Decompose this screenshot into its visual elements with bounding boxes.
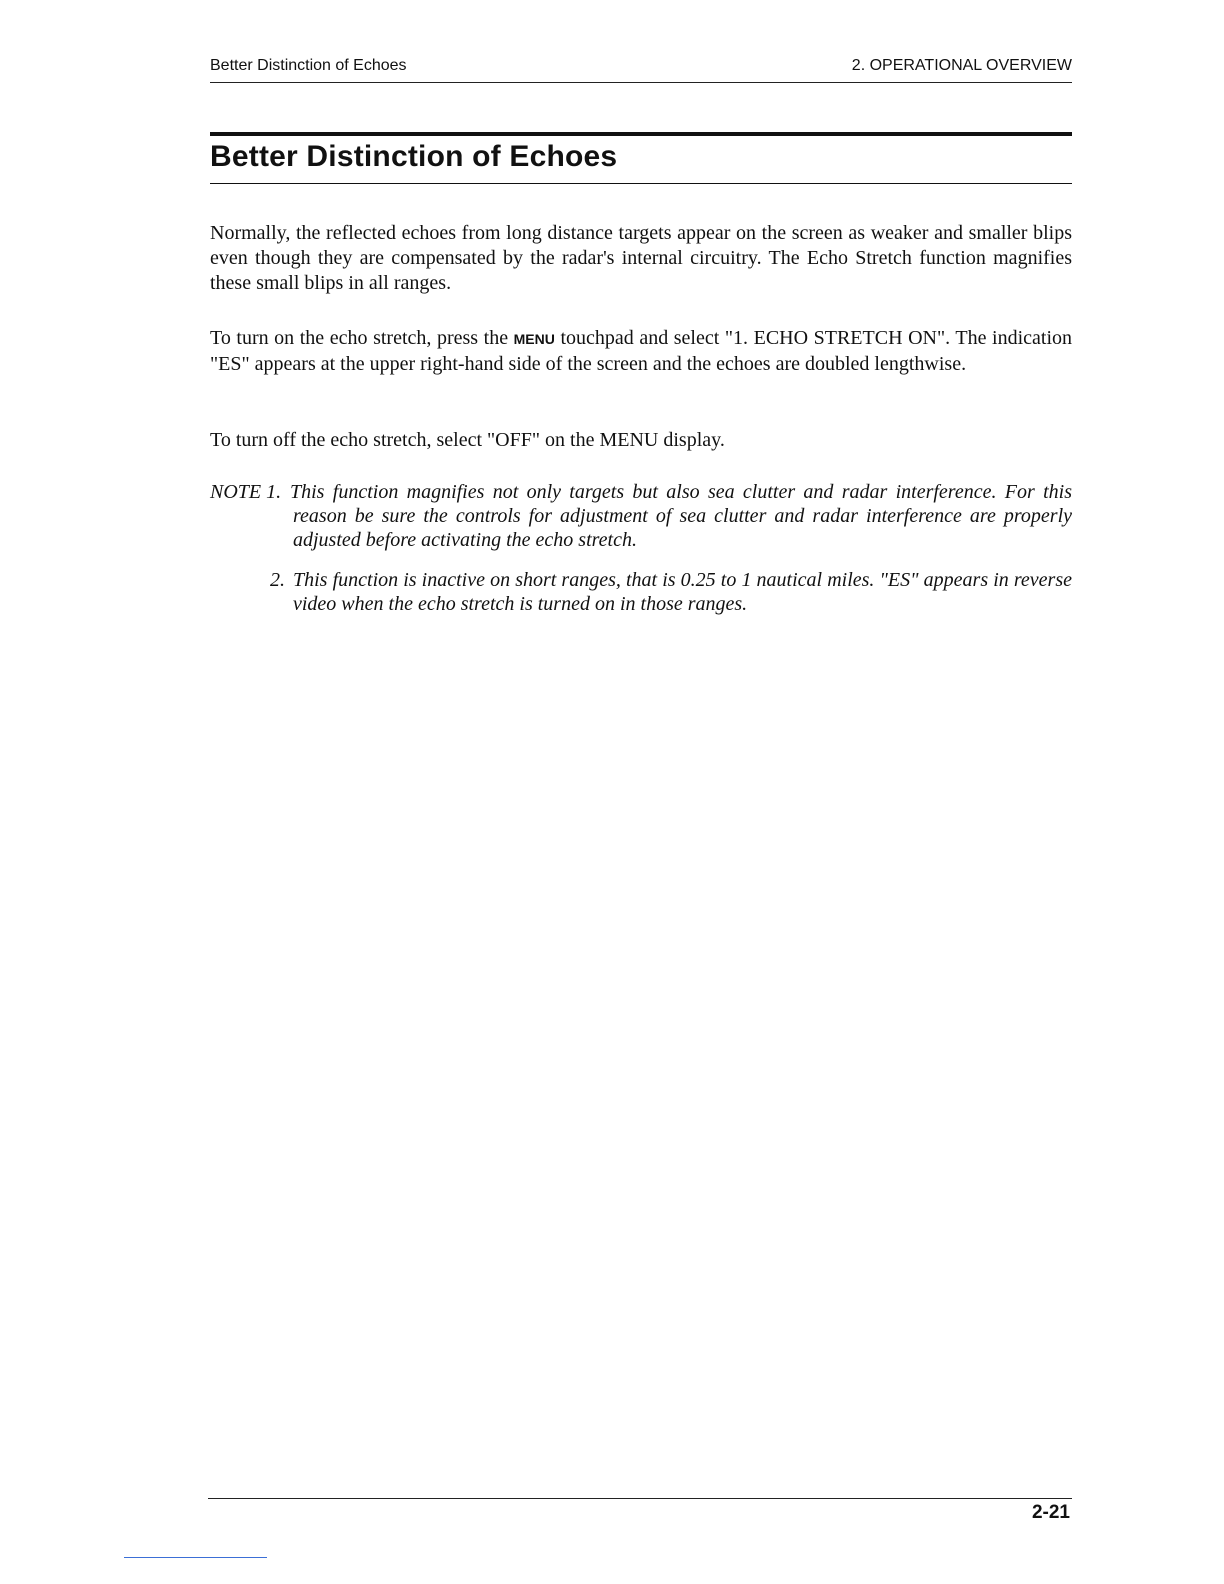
note-label: NOTE 1. <box>210 481 282 503</box>
title-rule-bottom <box>210 183 1072 184</box>
scan-margin-mark <box>124 1557 267 1558</box>
footer-rule <box>208 1498 1072 1499</box>
paragraph-turn-on <box>210 326 1072 377</box>
note-2-number: 2. <box>270 569 285 591</box>
header-section-name: Better Distinction of Echoes <box>210 57 407 74</box>
note-1-text: This function magnifies not only targets but also sea clutter and radar interference. For this reason be sure the controls for adjustment of sea clutter and radar interference are properly adjusted before activating the echo stretch. <box>290 481 1072 551</box>
paragraph-intro: Normally, the reflected echoes from long distance targets appear on the screen as weaker and smaller blips even though they are compensated by the radar's internal circuitry. The Echo Stretch function magnifies these small blips in all ranges. <box>210 222 1072 294</box>
paragraph-turn-on-lead: To turn on the echo stretch, press the <box>210 327 514 349</box>
title-rule-top <box>210 132 1072 136</box>
page-number: 2-21 <box>1031 1502 1070 1523</box>
paragraph-turn-off: To turn off the echo stretch, select "OFF" on the MENU display. <box>210 429 725 451</box>
header-chapter-name: 2. OPERATIONAL OVERVIEW <box>851 57 1072 74</box>
section-title: Better Distinction of Echoes <box>210 140 618 173</box>
menu-key-label: MENU <box>513 331 555 347</box>
paragraph-turn-on-rest: touchpad and select "1. ECHO STRETCH ON". The indication "ES" appears at the upper right-hand side of the screen and the echoes are doubled lengthwise. <box>210 327 1072 375</box>
note-2-text: This function is inactive on short ranges, that is 0.25 to 1 nautical miles. "ES" appears in reverse video when the echo stretch is turned on in those ranges. <box>293 569 1072 615</box>
running-header <box>210 56 1072 83</box>
